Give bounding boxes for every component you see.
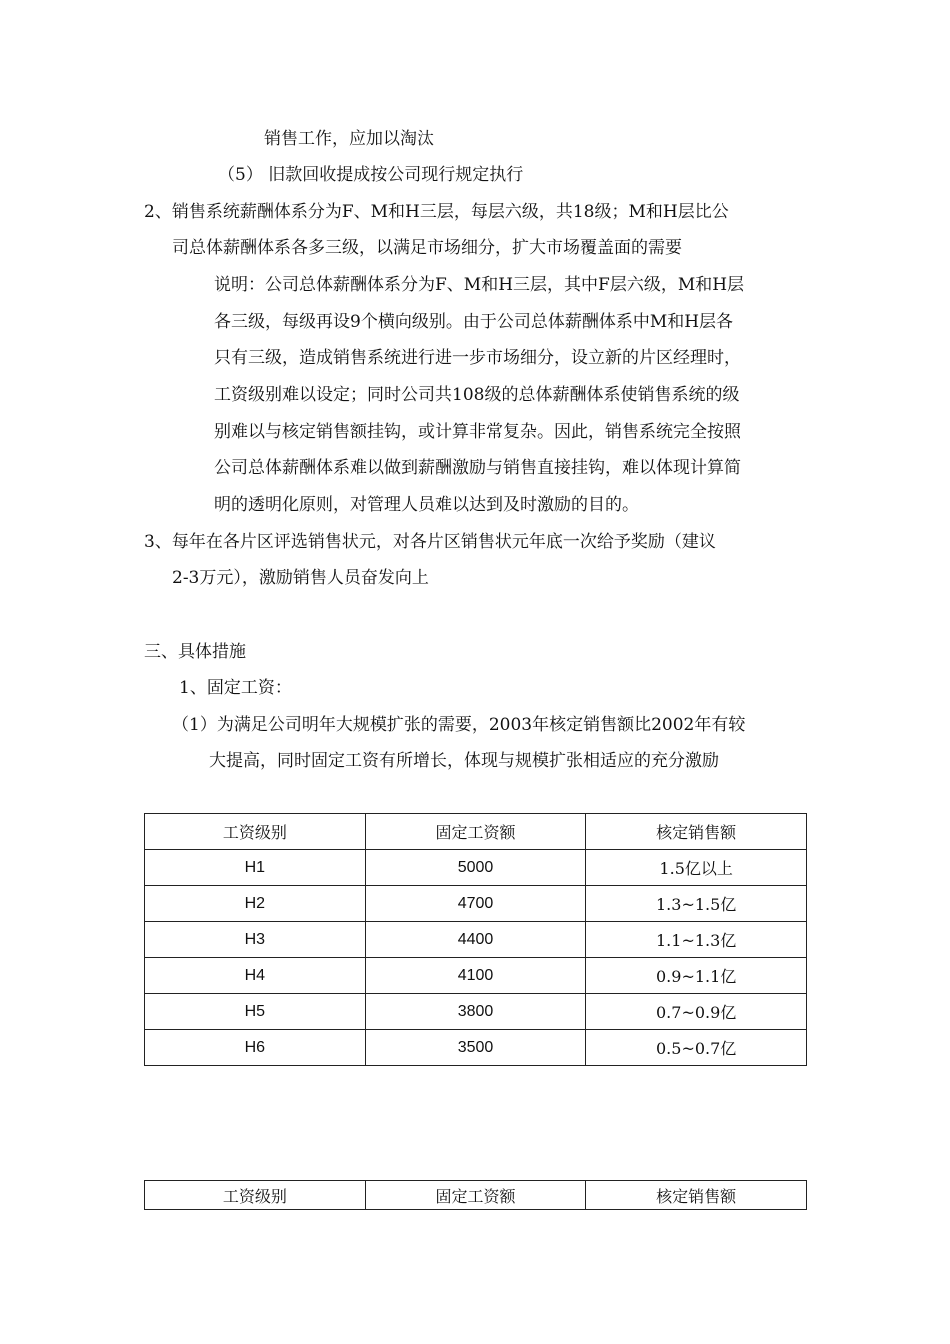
text-line: 明的透明化原则，对管理人员难以达到及时激励的目的。 xyxy=(214,495,639,515)
table-cell: H4 xyxy=(145,958,366,994)
table-cell: H2 xyxy=(145,886,366,922)
table-row xyxy=(145,886,807,922)
table-cell: 4100 xyxy=(365,958,586,994)
table-cell: H3 xyxy=(145,922,366,958)
text-line: 各三级，每级再设9个横向级别。由于公司总体薪酬体系中M和H层各 xyxy=(214,312,734,332)
column-header: 工资级别 xyxy=(145,814,366,850)
table-row xyxy=(145,994,807,1030)
table-cell: 1.5亿以上 xyxy=(586,850,807,886)
text-line: 公司总体薪酬体系难以做到薪酬激励与销售直接挂钩，难以体现计算简 xyxy=(214,458,741,478)
table-header-row xyxy=(145,1181,807,1210)
table-row xyxy=(145,958,807,994)
column-header: 固定工资额 xyxy=(365,1181,586,1210)
salary-table-continued xyxy=(144,1180,807,1210)
column-header: 固定工资额 xyxy=(365,814,586,850)
table-cell: 0.9~1.1亿 xyxy=(586,958,807,994)
table-row xyxy=(145,922,807,958)
table-cell: H1 xyxy=(145,850,366,886)
column-header: 核定销售额 xyxy=(586,814,807,850)
table-cell: 3800 xyxy=(365,994,586,1030)
text-line: （1）为满足公司明年大规模扩张的需要，2003年核定销售额比2002年有较 xyxy=(172,715,746,735)
table-cell: 0.5~0.7亿 xyxy=(586,1030,807,1066)
text-line: 2、销售系统薪酬体系分为F、M和H三层，每层六级，共18级；M和H层比公 xyxy=(144,202,729,222)
column-header: 工资级别 xyxy=(145,1181,366,1210)
table-header-row xyxy=(145,814,807,850)
table-cell: 1.1~1.3亿 xyxy=(586,922,807,958)
text-line: 说明：公司总体薪酬体系分为F、M和H三层，其中F层六级，M和H层 xyxy=(214,275,745,295)
table-cell: H6 xyxy=(145,1030,366,1066)
text-line: 2-3万元），激励销售人员奋发向上 xyxy=(172,568,429,588)
table-cell: 1.3~1.5亿 xyxy=(586,886,807,922)
table-cell: H5 xyxy=(145,994,366,1030)
column-header: 核定销售额 xyxy=(586,1181,807,1210)
text-line: （5） 旧款回收提成按公司现行规定执行 xyxy=(218,165,524,185)
table-row xyxy=(145,1030,807,1066)
subsection-heading: 1、固定工资： xyxy=(179,678,292,698)
text-line: 大提高，同时固定工资有所增长，体现与规模扩张相适应的充分激励 xyxy=(209,751,719,771)
table-row xyxy=(145,850,807,886)
text-line: 别难以与核定销售额挂钩，或计算非常复杂。因此，销售系统完全按照 xyxy=(214,422,741,442)
table-cell: 5000 xyxy=(365,850,586,886)
table-cell: 3500 xyxy=(365,1030,586,1066)
table-cell: 0.7~0.9亿 xyxy=(586,994,807,1030)
text-line: 销售工作，应加以淘汰 xyxy=(264,129,434,149)
text-line: 只有三级，造成销售系统进行进一步市场细分，设立新的片区经理时， xyxy=(214,348,741,368)
salary-table xyxy=(144,813,807,1066)
table-cell: 4700 xyxy=(365,886,586,922)
section-heading: 三、具体措施 xyxy=(144,642,246,662)
table-cell: 4400 xyxy=(365,922,586,958)
text-line: 工资级别难以设定；同时公司共108级的总体薪酬体系使销售系统的级 xyxy=(214,385,740,405)
text-line: 司总体薪酬体系各多三级，以满足市场细分，扩大市场覆盖面的需要 xyxy=(172,238,682,258)
text-line: 3、每年在各片区评选销售状元，对各片区销售状元年底一次给予奖励（建议 xyxy=(144,532,716,552)
